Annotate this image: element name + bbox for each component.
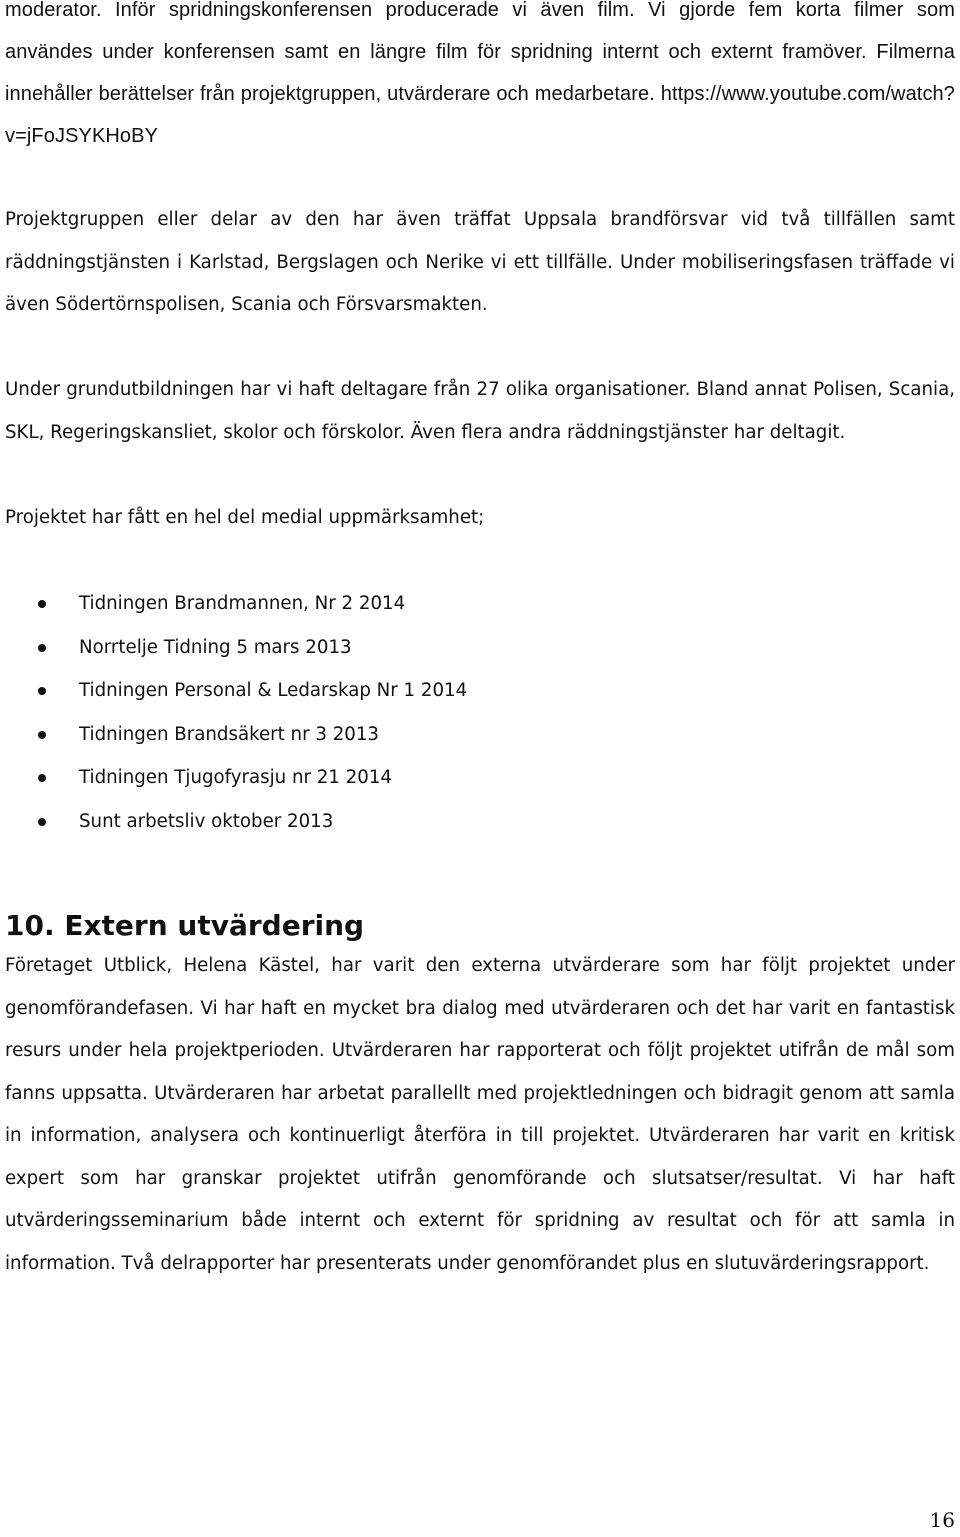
list-item <box>0 713 700 757</box>
paragraph-medial-uppmarksamhet: Projektet har fått en hel del medial uppmärksamhet; <box>5 507 485 528</box>
bullet-icon <box>38 818 46 826</box>
list-item <box>0 582 700 626</box>
list-item-text: Tidningen Brandsäkert nr 3 2013 <box>79 723 379 745</box>
media-list <box>0 582 700 844</box>
section-heading: 10. Extern utvärdering <box>5 909 365 942</box>
paragraph-grundutbildningen: Under grundutbildningen har vi haft deltagare från 27 olika organisationer. Bland annat Polisen, Scania, SKL, Regeringskansliet, skolor och förskolor. Även flera andra räddningstjänster har deltagit. <box>5 379 955 443</box>
list-item-text: Tidningen Brandmannen, Nr 2 2014 <box>79 593 406 614</box>
paragraph-projektgruppen-traffar: Projektgruppen eller delar av den har även träffat Uppsala brandförsvar vid två tillfällen samt räddningstjänsten i Karlstad, Bergslagen och Nerike vi ett tillfälle. Under mobiliseringsfasen träffade vi även Södertörnspolisen, Scania och Försvarsmakten. <box>5 209 955 315</box>
list-item-text: Norrtelje Tidning 5 mars 2013 <box>79 636 352 658</box>
list-item-text: Sunt arbetsliv oktober 2013 <box>79 810 334 832</box>
list-item <box>0 669 700 713</box>
bullet-icon <box>38 731 46 739</box>
list-item <box>0 626 700 670</box>
list-item <box>0 756 700 800</box>
bullet-icon <box>38 774 46 782</box>
bullet-icon <box>38 644 46 652</box>
paragraph-extern-utvardering: Företaget Utblick, Helena Kästel, har varit den externa utvärderare som har följt projektet under genomförandefasen. Vi har haft en mycket bra dialog med utvärderaren och det har varit en fantastisk resurs under hela projektperioden. Utvärderaren har rapporterat och följt projektet utifrån de mål som fanns uppsatta. Utvärderaren har arbetat parallellt med projektledningen och bidragit genom att samla in information, analysera och kontinuerligt återföra in till projektet. Utvärderaren har varit en kritisk expert som har granskar projektet utifrån genomförande och slutsatser/resultat. Vi har haft utvärderingsseminarium både internt och externt för spridning av resultat och för att samla in information. Två delrapporter har presenterats under genomförandet plus en slutuvärderingsrapport. <box>5 955 955 1274</box>
list-item-text: Tidningen Personal & Ledarskap Nr 1 2014 <box>79 680 468 702</box>
page-number: 16 <box>929 1508 955 1532</box>
paragraph-film-spridning: moderator. Inför spridningskonferensen producerade vi även film. Vi gjorde fem korta filmer som användes under konferensen samt en längre film för spridning internt och externt framöver. Filmerna innehåller berättelser från projektgruppen, utvärderare och medarbetare. https://www.youtube.com/watch?v=jFoJSYKHoBY <box>5 0 955 147</box>
list-item <box>0 800 700 844</box>
bullet-icon <box>38 687 46 695</box>
bullet-icon <box>38 600 46 608</box>
list-item-text: Tidningen Tjugofyrasju nr 21 2014 <box>79 767 392 789</box>
